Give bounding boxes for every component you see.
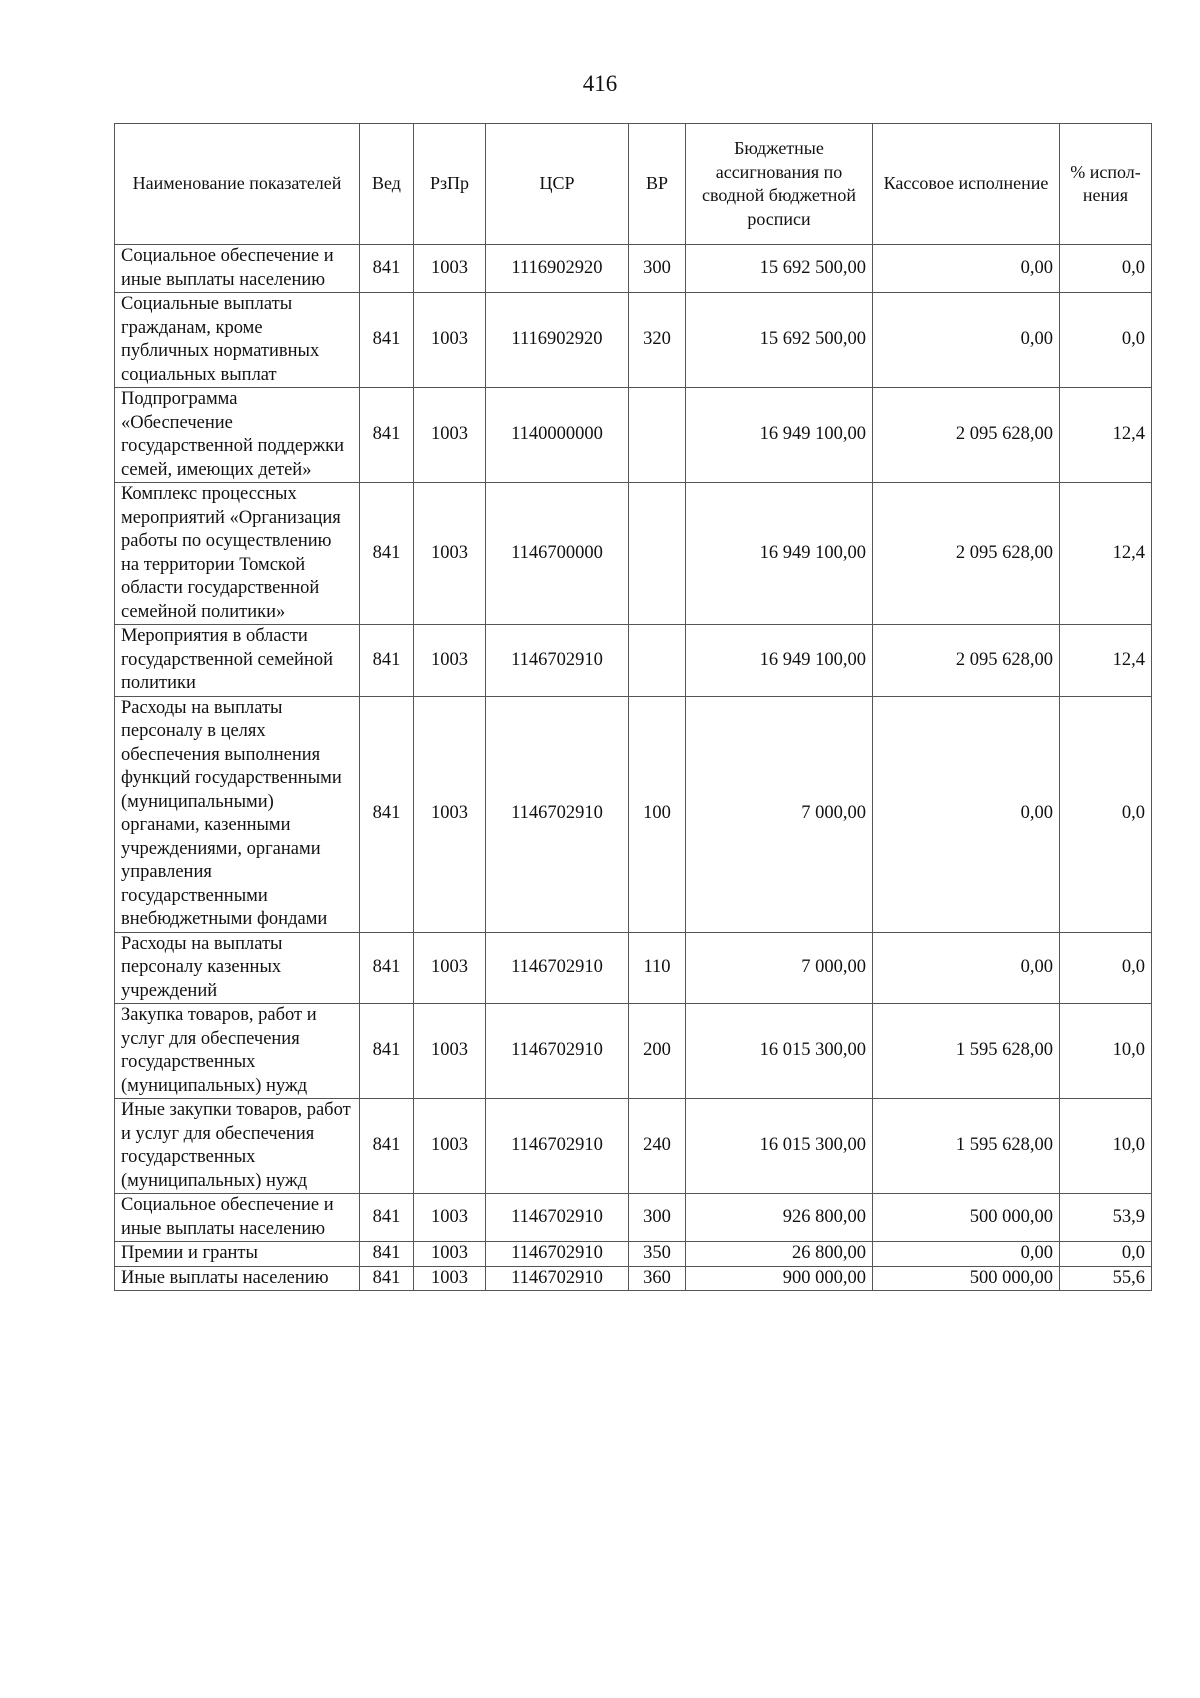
row-ved-cell: 841 (360, 932, 414, 1004)
row-rzpr-cell: 1003 (414, 1004, 486, 1099)
row-ved-cell: 841 (360, 1194, 414, 1242)
row-percent-cell: 10,0 (1060, 1004, 1152, 1099)
row-assignments-cell: 15 692 500,00 (686, 293, 873, 388)
row-percent-cell: 12,4 (1060, 483, 1152, 625)
budget-execution-table (114, 123, 1152, 1291)
table-row (115, 696, 1152, 932)
table-row (115, 1266, 1152, 1291)
row-vr-cell: 240 (629, 1099, 686, 1194)
page-number: 416 (582, 71, 618, 96)
row-csr-cell: 1146702910 (486, 696, 629, 932)
row-name-cell: Премии и гранты (115, 1242, 360, 1267)
row-ved-cell: 841 (360, 1099, 414, 1194)
row-assignments-cell: 926 800,00 (686, 1194, 873, 1242)
table-row (115, 1194, 1152, 1242)
row-name-cell: Закупка товаров, работ и услуг для обеспечения государственных (муниципальных) нужд (115, 1004, 360, 1099)
row-assignments-cell: 15 692 500,00 (686, 245, 873, 293)
row-ved-cell: 841 (360, 625, 414, 697)
row-vr-cell: 300 (629, 1194, 686, 1242)
row-vr-cell: 200 (629, 1004, 686, 1099)
table-row (115, 1099, 1152, 1194)
row-name-cell: Подпрограмма «Обеспечение государственной поддержки семей, имеющих детей» (115, 388, 360, 483)
row-cash-execution-cell: 0,00 (873, 245, 1060, 293)
row-cash-execution-cell: 2 095 628,00 (873, 625, 1060, 697)
row-vr-cell (629, 483, 686, 625)
row-ved-cell: 841 (360, 483, 414, 625)
row-assignments-cell: 26 800,00 (686, 1242, 873, 1267)
row-assignments-cell: 16 949 100,00 (686, 388, 873, 483)
row-rzpr-cell: 1003 (414, 245, 486, 293)
row-rzpr-cell: 1003 (414, 932, 486, 1004)
header-ved: Вед (360, 124, 414, 245)
row-assignments-cell: 16 949 100,00 (686, 483, 873, 625)
row-ved-cell: 841 (360, 388, 414, 483)
row-csr-cell: 1146702910 (486, 1194, 629, 1242)
row-rzpr-cell: 1003 (414, 1266, 486, 1291)
table-row (115, 1004, 1152, 1099)
header-cash-execution: Кассовое исполнение (873, 124, 1060, 245)
row-percent-cell: 0,0 (1060, 696, 1152, 932)
header-rzpr: РзПр (414, 124, 486, 245)
table-row (115, 932, 1152, 1004)
header-row (115, 124, 1152, 245)
row-csr-cell: 1146702910 (486, 1266, 629, 1291)
row-vr-cell: 320 (629, 293, 686, 388)
row-percent-cell: 0,0 (1060, 932, 1152, 1004)
row-percent-cell: 53,9 (1060, 1194, 1152, 1242)
row-ved-cell: 841 (360, 1242, 414, 1267)
row-cash-execution-cell: 500 000,00 (873, 1266, 1060, 1291)
header-name: Наименование показателей (115, 124, 360, 245)
row-name-cell: Иные закупки товаров, работ и услуг для обеспечения государственных (муниципальных) нужд (115, 1099, 360, 1194)
row-cash-execution-cell: 2 095 628,00 (873, 388, 1060, 483)
row-name-cell: Расходы на выплаты персоналу в целях обеспечения выполнения функций государственными (муниципальными) органами, казенными учреждениями, органами управления государственными внебюджетными фондами (115, 696, 360, 932)
row-percent-cell: 0,0 (1060, 1242, 1152, 1267)
row-ved-cell: 841 (360, 696, 414, 932)
table-row (115, 293, 1152, 388)
row-assignments-cell: 16 015 300,00 (686, 1099, 873, 1194)
row-vr-cell: 100 (629, 696, 686, 932)
table-row (115, 483, 1152, 625)
row-csr-cell: 1116902920 (486, 293, 629, 388)
row-rzpr-cell: 1003 (414, 1099, 486, 1194)
row-name-cell: Социальные выплаты гражданам, кроме публичных нормативных социальных выплат (115, 293, 360, 388)
row-rzpr-cell: 1003 (414, 1194, 486, 1242)
row-name-cell: Социальное обеспечение и иные выплаты населению (115, 1194, 360, 1242)
row-percent-cell: 12,4 (1060, 388, 1152, 483)
row-percent-cell: 0,0 (1060, 293, 1152, 388)
header-vr: ВР (629, 124, 686, 245)
header-percent-execution: % испол-нения (1060, 124, 1152, 245)
row-name-cell: Комплекс процессных мероприятий «Организация работы по осуществлению на территории Томской области государственной семейной политики» (115, 483, 360, 625)
row-assignments-cell: 16 015 300,00 (686, 1004, 873, 1099)
row-cash-execution-cell: 0,00 (873, 293, 1060, 388)
header-assignments: Бюджетные ассигнования по сводной бюджетной росписи (686, 124, 873, 245)
table-row (115, 245, 1152, 293)
row-vr-cell (629, 388, 686, 483)
row-rzpr-cell: 1003 (414, 293, 486, 388)
row-rzpr-cell: 1003 (414, 1242, 486, 1267)
row-cash-execution-cell: 0,00 (873, 932, 1060, 1004)
row-cash-execution-cell: 2 095 628,00 (873, 483, 1060, 625)
row-rzpr-cell: 1003 (414, 625, 486, 697)
row-vr-cell: 360 (629, 1266, 686, 1291)
row-cash-execution-cell: 500 000,00 (873, 1194, 1060, 1242)
row-percent-cell: 10,0 (1060, 1099, 1152, 1194)
row-name-cell: Иные выплаты населению (115, 1266, 360, 1291)
row-csr-cell: 1146700000 (486, 483, 629, 625)
row-cash-execution-cell: 1 595 628,00 (873, 1099, 1060, 1194)
row-assignments-cell: 16 949 100,00 (686, 625, 873, 697)
row-name-cell: Мероприятия в области государственной семейной политики (115, 625, 360, 697)
row-csr-cell: 1146702910 (486, 1099, 629, 1194)
row-ved-cell: 841 (360, 1004, 414, 1099)
row-vr-cell: 110 (629, 932, 686, 1004)
row-cash-execution-cell: 1 595 628,00 (873, 1004, 1060, 1099)
table-row (115, 1242, 1152, 1267)
row-cash-execution-cell: 0,00 (873, 1242, 1060, 1267)
row-csr-cell: 1116902920 (486, 245, 629, 293)
row-ved-cell: 841 (360, 245, 414, 293)
row-csr-cell: 1146702910 (486, 625, 629, 697)
row-csr-cell: 1146702910 (486, 1242, 629, 1267)
row-csr-cell: 1146702910 (486, 1004, 629, 1099)
row-vr-cell: 300 (629, 245, 686, 293)
row-rzpr-cell: 1003 (414, 696, 486, 932)
row-assignments-cell: 7 000,00 (686, 932, 873, 1004)
header-csr: ЦСР (486, 124, 629, 245)
row-vr-cell (629, 625, 686, 697)
row-percent-cell: 0,0 (1060, 245, 1152, 293)
row-percent-cell: 55,6 (1060, 1266, 1152, 1291)
row-ved-cell: 841 (360, 1266, 414, 1291)
row-vr-cell: 350 (629, 1242, 686, 1267)
row-cash-execution-cell: 0,00 (873, 696, 1060, 932)
row-percent-cell: 12,4 (1060, 625, 1152, 697)
row-ved-cell: 841 (360, 293, 414, 388)
row-assignments-cell: 7 000,00 (686, 696, 873, 932)
row-assignments-cell: 900 000,00 (686, 1266, 873, 1291)
row-name-cell: Социальное обеспечение и иные выплаты населению (115, 245, 360, 293)
row-csr-cell: 1146702910 (486, 932, 629, 1004)
row-name-cell: Расходы на выплаты персоналу казенных учреждений (115, 932, 360, 1004)
row-rzpr-cell: 1003 (414, 483, 486, 625)
table-row (115, 388, 1152, 483)
row-rzpr-cell: 1003 (414, 388, 486, 483)
row-csr-cell: 1140000000 (486, 388, 629, 483)
table-row (115, 625, 1152, 697)
